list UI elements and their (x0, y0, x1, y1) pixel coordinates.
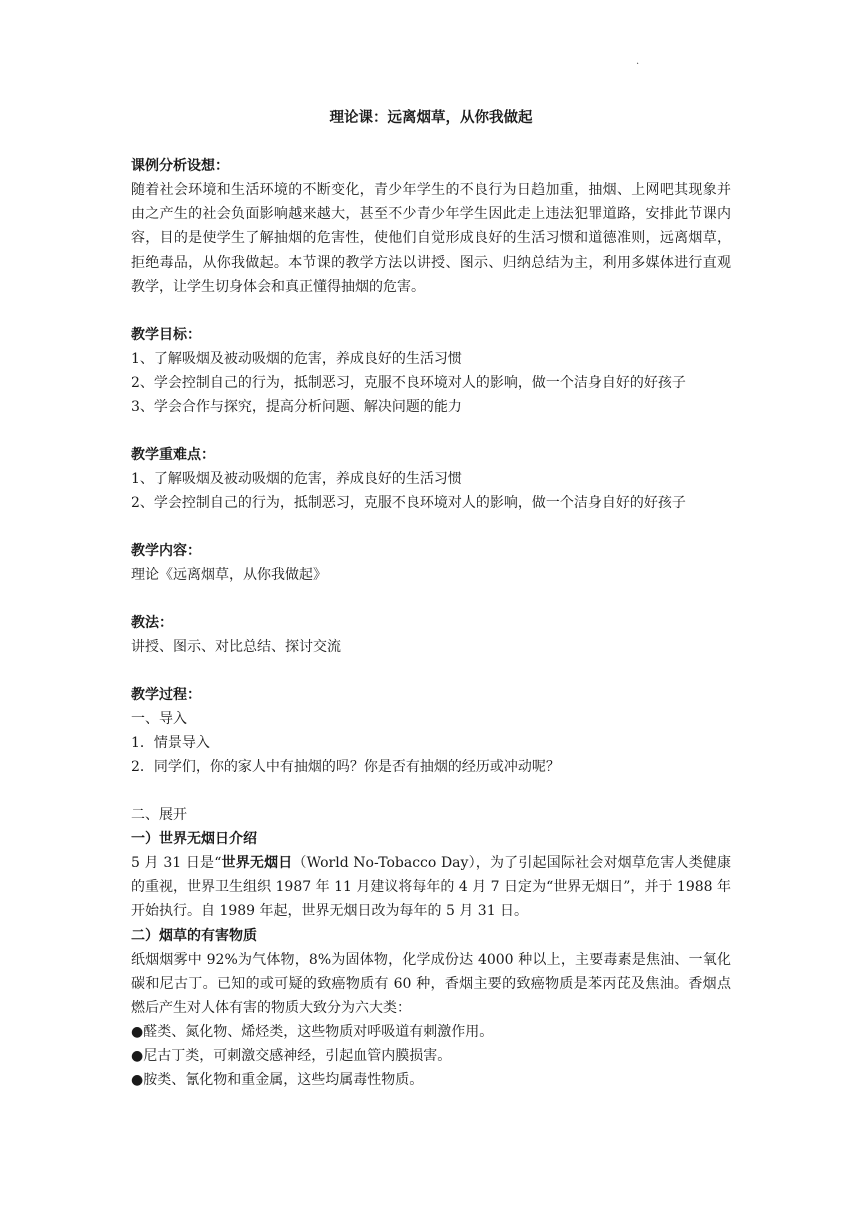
bullet-item-2: ●尼古丁类，可刺激交感神经，引起血管内膜损害。 (131, 1048, 452, 1065)
part2-title: 二、展开 (131, 807, 187, 824)
keypoint-item-2: 2、学会控制自己的行为，抵制恶习，克服不良环境对人的影响，做一个洁身自好的好孩子 (131, 495, 686, 512)
content-text: 理论《远离烟草，从你我做起》 (131, 567, 327, 584)
sub1-paragraph (131, 851, 731, 924)
design-paragraph: 随着社会环境和生活环境的不断变化，青少年学生的不良行为日趋加重，抽烟、上网吧其现象并由之产生的社会负面影响越来越大，甚至不少青少年学生因此走上违法犯罪道路，安排此节课内容，目的是使学生了解抽烟的危害性，使他们自觉形成良好的生活习惯和道德准则，远离烟草，拒绝毒品，从你我做起。本节课的教学方法以讲授、图示、归纳总结为主，利用多媒体进行直观教学，让学生切身体会和真正懂得抽烟的危害。 (131, 182, 731, 295)
no-tobacco-day-term: 世界无烟日 (221, 855, 293, 872)
sub1-title: 一）世界无烟日介绍 (131, 831, 257, 848)
sub1-text-a: 5 月 31 日是“ (131, 855, 222, 872)
part1-item-1: 1．情景导入 (131, 735, 210, 752)
goal-item-1: 1、了解吸烟及被动吸烟的危害，养成良好的生活习惯 (131, 351, 462, 368)
document-body (131, 106, 731, 1092)
design-heading: 课例分析设想： (131, 158, 229, 174)
methods-text: 讲授、图示、对比总结、探讨交流 (131, 639, 341, 656)
goal-item-3: 3、学会合作与探究，提高分析问题、解决问题的能力 (131, 399, 462, 416)
header-mark: . (636, 56, 640, 67)
sub2-paragraph: 纸烟烟雾中 92%为气体物，8%为固体物，化学成份达 4000 种以上，主要毒素是焦油、一氧化碳和尼古丁。已知的或可疑的致癌物质有 60 种，香烟主要的致癌物质是苯丙芘及焦油。香烟点燃后产生对人体有害的物质大致分为六大类： (131, 951, 731, 1017)
bullet-item-3: ●胺类、氰化物和重金属，这些均属毒性物质。 (131, 1072, 424, 1089)
goals-heading: 教学目标： (131, 327, 201, 344)
keypoints-heading: 教学重难点： (131, 447, 215, 464)
methods-heading: 教法： (131, 615, 173, 632)
document-title: 理论课：远离烟草，从你我做起 (329, 109, 533, 126)
keypoint-item-1: 1、了解吸烟及被动吸烟的危害，养成良好的生活习惯 (131, 471, 462, 488)
sub1-text-b: （World No-Tobacco Day），为了引起国际社会对烟草危害人类健康的重视，世界卫生组织 1987 年 11 月建议将每年的 4 月 7 日定为“世界无烟日”，并于 1988 年开始执行。自 1989 年起，世界无烟日改为每年的 5 月 31 日。 (131, 855, 731, 920)
bullet-item-1: ●醛类、氮化物、烯烃类，这些物质对呼吸道有刺激作用。 (131, 1024, 494, 1041)
part1-item-2: 2．同学们，你的家人中有抽烟的吗？你是否有抽烟的经历或冲动呢？ (131, 759, 560, 776)
sub2-title: 二）烟草的有害物质 (131, 927, 257, 944)
part1-title: 一、导入 (131, 711, 187, 728)
content-heading: 教学内容： (131, 543, 201, 560)
goal-item-2: 2、学会控制自己的行为，抵制恶习，克服不良环境对人的影响，做一个洁身自好的好孩子 (131, 375, 686, 392)
process-heading: 教学过程： (131, 687, 201, 704)
